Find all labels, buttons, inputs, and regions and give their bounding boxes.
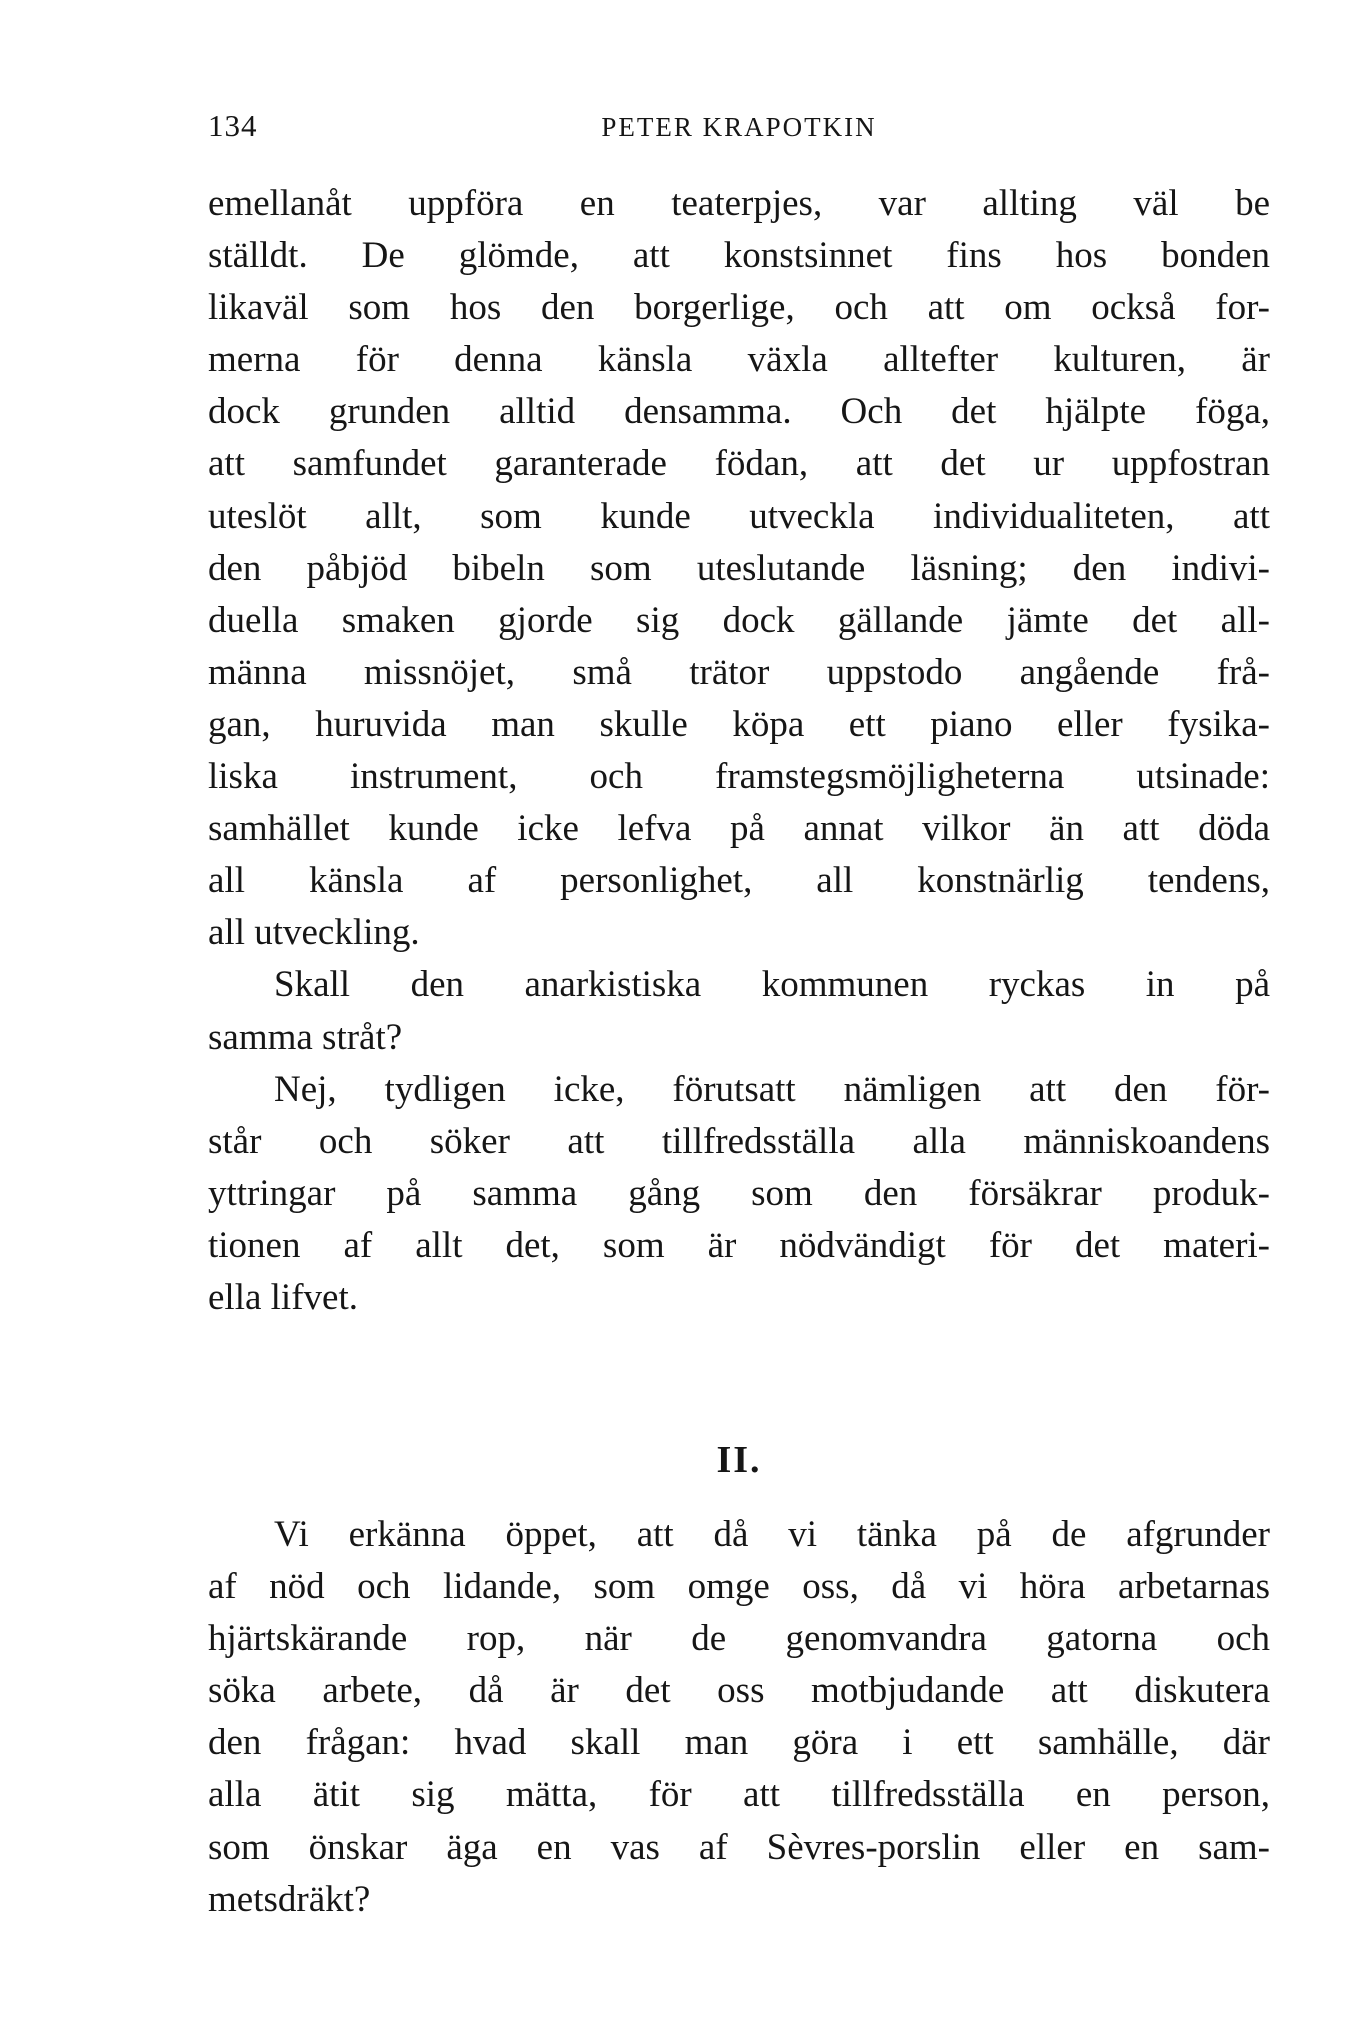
text-line: ställdt. De glömde, att konstsinnet fins hos bonden — [208, 235, 1270, 277]
text-line: af nöd och lidande, som omge oss, då vi höra arbetarnas — [208, 1566, 1270, 1608]
text-line: den påbjöd bibeln som uteslutande läsning; den indivi- — [208, 547, 1270, 589]
section-heading: II. — [716, 1439, 762, 1481]
text-line: den frågan: hvad skall man göra i ett samhälle, där — [208, 1722, 1270, 1764]
text-line: söka arbete, då är det oss motbjudande att diskutera — [208, 1670, 1270, 1712]
text-line: som önskar äga en vas af Sèvres-porslin eller en sam- — [208, 1826, 1270, 1868]
running-title: PETER KRAPOTKIN — [601, 112, 877, 142]
text-line: Skall den anarkistiska kommunen ryckas in på — [274, 964, 1270, 1006]
text-line: Vi erkänna öppet, att då vi tänka på de afgrunder — [274, 1514, 1270, 1555]
text-line: merna för denna känsla växla alltefter kulturen, är — [208, 339, 1270, 381]
text-line: emellanåt uppföra en teaterpjes, var allting väl be — [208, 183, 1270, 224]
text-line: yttringar på samma gång som den försäkrar produk- — [208, 1172, 1270, 1214]
text-line: ella lifvet. — [208, 1276, 358, 1318]
text-line: gan, huruvida man skulle köpa ett piano eller fysika- — [208, 703, 1270, 745]
text-line: männa missnöjet, små trätor uppstodo angående frå- — [208, 651, 1270, 693]
text-line: hjärtskärande rop, när de genomvandra gatorna och — [208, 1618, 1270, 1660]
text-line: all känsla af personlighet, all konstnärlig tendens, — [208, 860, 1270, 902]
text-line: all utveckling. — [208, 912, 420, 954]
running-head — [208, 108, 1270, 154]
text-line: uteslöt allt, som kunde utveckla individualiteten, att — [208, 495, 1270, 537]
page-number: 134 — [208, 108, 258, 143]
text-line: dock grunden alltid densamma. Och det hjälpte föga, — [208, 391, 1270, 433]
text-line: tionen af allt det, som är nödvändigt för det materi- — [208, 1224, 1270, 1266]
body-text-block-1 — [208, 178, 1270, 1324]
text-line: duella smaken gjorde sig dock gällande jämte det all- — [208, 599, 1270, 641]
text-line: Nej, tydligen icke, förutsatt nämligen att den för- — [274, 1068, 1270, 1110]
text-line: alla ätit sig mätta, för att tillfredsställa en person, — [208, 1774, 1270, 1816]
text-line: att samfundet garanterade födan, att det ur uppfostran — [208, 443, 1270, 485]
text-line: likaväl som hos den borgerlige, och att om också for- — [208, 287, 1270, 329]
text-line: metsdräkt? — [208, 1878, 371, 1920]
body-text-block-2 — [208, 1509, 1270, 1926]
text-line: står och söker att tillfredsställa alla människoandens — [208, 1120, 1270, 1162]
text-line: samma stråt? — [208, 1016, 403, 1058]
text-line: liska instrument, och framstegsmöjligheterna utsinade: — [208, 756, 1270, 798]
text-line: samhället kunde icke lefva på annat vilkor än att döda — [208, 808, 1270, 850]
